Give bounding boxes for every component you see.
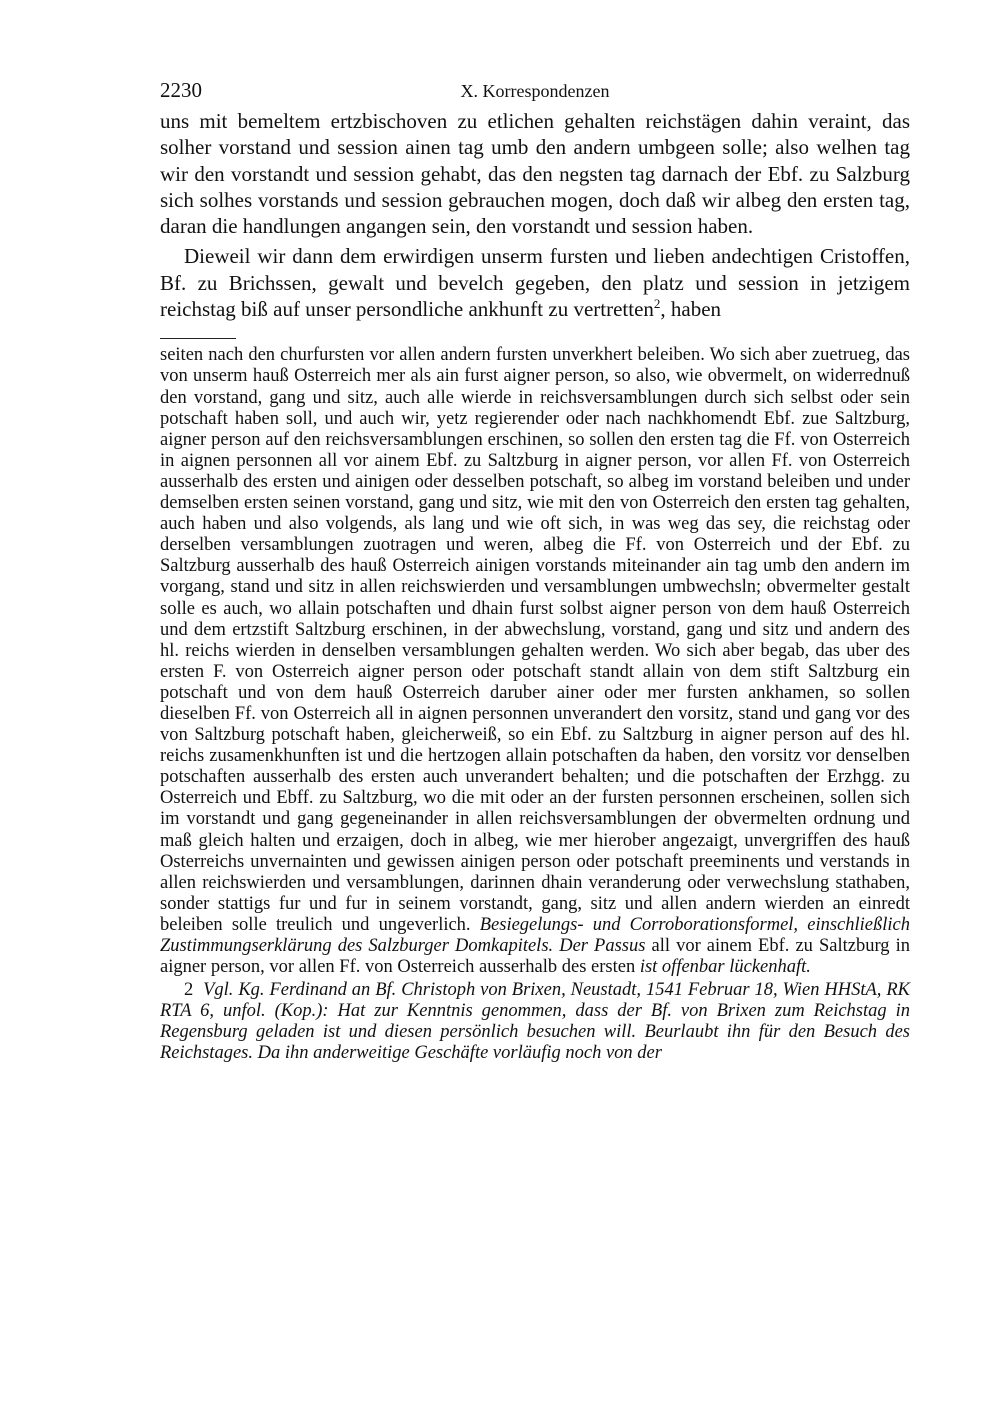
footnote-2 bbox=[160, 980, 910, 1064]
footnote-editorial-note-2: ist offenbar lückenhaft. bbox=[639, 957, 811, 978]
footnote-continuation-text: seiten nach den churfursten vor allen andern fursten unverkhert beleiben. Wo sich aber zuetrueg, das von unserm hauß Osterreich mer als ain furst aigner person, so also, wie obvermelt, on widerrednuß den vorstand, gang und sitz, auch alle wierde in reichsversamblungen durch sich selbst oder sein potschaft haben soll, und auch wir, yetz regierender oder nach nachkhomendt Ebf. zue Saltzburg, aigner person auf den reichsversamblungen erschinen, so sollen den ersten tag die Ff. von Osterreich in aignen personnen all vor ainem Ebf. zu Saltzburg in aigner person, vor allen Ff. von Osterreich ausserhalb des ersten und ainigen oder desselben potschaft, so albeg im vorstand beleiben und under demselben ersten seinen vorstand, gang und sitz, wie mit den von Osterreich den ersten tag gehalten, auch haben und also volgends, als lang und wie oft sich, in was weg das sey, die reichstag oder derselben versamblungen zuotragen und weren, albeg die Ff. von Osterreich und der Ebf. zu Saltzburg ausserhalb des hauß Osterreich ainigen vorstands miteinander ain tag umb den andern im vorgang, stand und sitz in allen reichswierden und versamblungen umbwechsln; obvermelter gestalt solle es auch, wo allain potschaften und dhain furst solbst aigner person von dem hauß Osterreich und dem ertzstift Saltzburg erschinen, in der abwechslung, vorstand, gang und sitz und andern des hl. reichs wierden in denselben versamblungen gehalten werden. Wo sich aber begab, das uber des ersten F. von Osterreich aigner person oder potschaft standt allain von dem stift Saltzburg ein potschaft und von dem hauß Osterreich daruber ainer oder mer fursten ankhamen, so sollen dieselben Ff. von Osterreich all in aignen personnen unverandert den vorsitz, stand und gang vor des von Saltzburg potschaft haben, gleicherweiß, so ein Ebf. zu Saltzburg in aigner person auf des hl. reichs zusamenkhunften ist und die hertzogen allain potschaften da haben, den vorsitz vor denselben potschaften ausserhalb des ersten auch unverandert behalten; und die potschaften der Erzhgg. zu Osterreich und Ebff. zu Saltzburg, wo die mit oder an der fursten personnen erscheinen, sollen sich im vorstandt und gang gegeneinander in allen reichsversamblungen der obvermelten ordnung und maß gleich halten und erzaigen, doch in albeg, wie mer hierober angezaigt, unvergriffen des hauß Osterreichs unvernainten und gewissen ainigen person oder potschaft preeminents und verstands in allen reichswierden und versamblungen, darinnen dhain veranderung oder verwechslung stathaben, sonder stattigs fur und fur in seinem vorstandt, gang, sitz und allen andern wierden an einredt beleiben solle treulich und ungeverlich. bbox=[160, 345, 910, 935]
page-number: 2230 bbox=[160, 78, 202, 102]
main-paragraph-2-text: Dieweil wir dann dem erwirdigen unserm fursten und lieben andechtigen Cristoffen, Bf. zu Brichssen, gewalt und bevelch gegeben, den platz und session in jetzigem reichstag biß auf unser persondliche ankhunft zu vertretten bbox=[160, 244, 910, 322]
running-header bbox=[160, 78, 910, 108]
footnote-2-text: Vgl. Kg. Ferdinand an Bf. Christoph von Brixen, Neustadt, 1541 Februar 18, Wien HHStA, RK RTA 6, unfol. (Kop.): Hat zur Kenntnis genommen, dass der Bf. von Brixen zum Reichstag in Regensburg geladen ist und diesen persönlich besuchen will. Beurlaubt ihn für den Besuch des Reichstages. Da ihn anderweitige Geschäfte vorläufig noch von der bbox=[160, 980, 910, 1064]
footnote-divider bbox=[160, 338, 236, 339]
footnote-2-label: 2 bbox=[184, 980, 194, 1001]
footnote-reference: 2 bbox=[653, 296, 661, 312]
running-title: X. Korrespondenzen bbox=[460, 81, 610, 101]
footnote-continuation bbox=[160, 345, 910, 978]
main-paragraph-2 bbox=[160, 243, 910, 322]
footnote-quoted-passage: all vor ainem Ebf. zu Saltzburg in aigner person, vor allen Ff. von Osterreich ausserhalb des ersten bbox=[160, 936, 910, 978]
document-page bbox=[160, 78, 910, 1065]
main-paragraph-2-end: , haben bbox=[660, 297, 722, 322]
footnote-editorial-note-1: Besiegelungs- und Corroborationsformel, einschließlich Zustimmungserklärung des Salzburger Domkapitels. Der Passus bbox=[160, 914, 910, 956]
main-paragraph-1: uns mit bemeltem ertzbischoven zu etlichen gehalten reichstägen dahin veraint, das solher vorstand und session ainen tag umb den andern umbgeen solle; also welhen tag wir den vorstandt und session gehabt, das den negsten tag darnach der Ebf. zu Salzburg sich solhes vorstands und session gebrauchen mogen, doch daß wir albeg den ersten tag, daran die handlungen angangen sein, den vorstandt und session haben. bbox=[160, 109, 910, 239]
